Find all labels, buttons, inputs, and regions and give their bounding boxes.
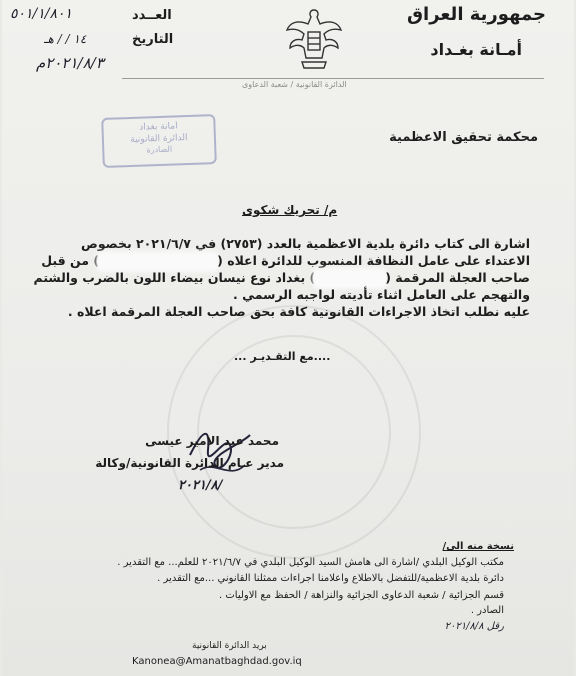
body-line-2-b: ) من قبل — [41, 253, 100, 268]
footer-email: Kanonea@Amanatbaghdad.gov.iq — [132, 656, 302, 667]
date-hijri: ١٤ / / هـ — [44, 32, 87, 46]
cc-item-2: دائرة بلدية الاعظمية/للتفضل بالاطلاع واعلامنا اجراءات ممثلنا القانوني ...مع التقدير . — [157, 573, 504, 584]
stamp-line-2: الدائرة القانونية — [130, 133, 188, 145]
cc-item-4: الصادر . — [470, 605, 504, 616]
body-line-2-a: الاعتداء على عامل النظافة المنسوب للدائرة اعلاه ( — [217, 253, 530, 268]
redacted-plate — [315, 271, 385, 286]
number-label: العــدد — [132, 8, 172, 23]
amanat-title: أمـانة بغـداد — [430, 40, 522, 59]
body-line-5: عليه نطلب اتخاذ الاجراءات القانونية كافة بحق صاحب العجلة المرقمة اعلاه . — [67, 304, 530, 319]
body-line-3 — [34, 270, 530, 286]
subject-line: م/ تحريك شكوى — [242, 203, 338, 217]
stamp-line-1: امانة بغداد — [139, 121, 178, 133]
signature-scribble — [180, 415, 260, 485]
closing-regards: ....مع التقـديـر ... — [234, 350, 331, 363]
redacted-name — [99, 254, 217, 269]
footer-mail-label: بريد الدائرة القانونية — [192, 641, 267, 651]
date-gregorian: ٢٠٢١/٨/٣م — [36, 54, 104, 72]
body-line-3-a: صاحب العجلة المرقمة ( — [385, 270, 530, 285]
cc-reference: رقل ٢٠٢١/٨/٨ — [444, 621, 504, 632]
department-underline-text: الدائرة القانونية / شعبة الدعاوى — [242, 80, 347, 89]
date-label: التاريخ — [132, 32, 174, 47]
signatory-name: محمد عبد الامير عيسى — [145, 434, 279, 448]
iraq-eagle-emblem — [284, 2, 344, 74]
republic-title: جمهورية العراق — [406, 4, 546, 25]
cc-item-1: مكتب الوكيل البلدي /اشارة الى هامش السيد الوكيل البلدي في ٢٠٢١/٦/٧ للعلم... مع التقدير . — [117, 557, 504, 568]
office-stamp — [101, 114, 217, 168]
cc-item-3: قسم الجزائية / شعبة الدعاوى الجزائية والنزاهة / الحفظ مع الاوليات . — [219, 590, 504, 601]
body-line-3-b: ) بغداد نوع نيسان بيضاء اللون بالضرب والشتم — [33, 270, 316, 285]
signature-date: ٢٠٢١/٨/ — [178, 478, 223, 493]
copy-to-heading: نسخة منه الى/ — [442, 541, 514, 552]
header-divider — [122, 78, 544, 79]
body-line-4: والتهجم على العامل اثناء تأديته لواجبه الرسمي . — [233, 287, 530, 302]
signatory-title: مدير عـام الدائرة القانونية/وكالة — [95, 456, 284, 470]
addressee-court: محكمة تحقيق الاعظمية — [389, 130, 538, 145]
stamp-line-3: الصادرة — [146, 144, 173, 155]
letter-page — [2, 0, 574, 676]
body-line-2 — [41, 253, 530, 269]
number-value: ٥٠١/١/٨٠١ — [10, 6, 73, 22]
body-line-1: اشارة الى كتاب دائرة بلدية الاعظمية بالعدد (٢٧٥٣) في ٢٠٢١/٦/٧ بخصوص — [81, 236, 530, 251]
